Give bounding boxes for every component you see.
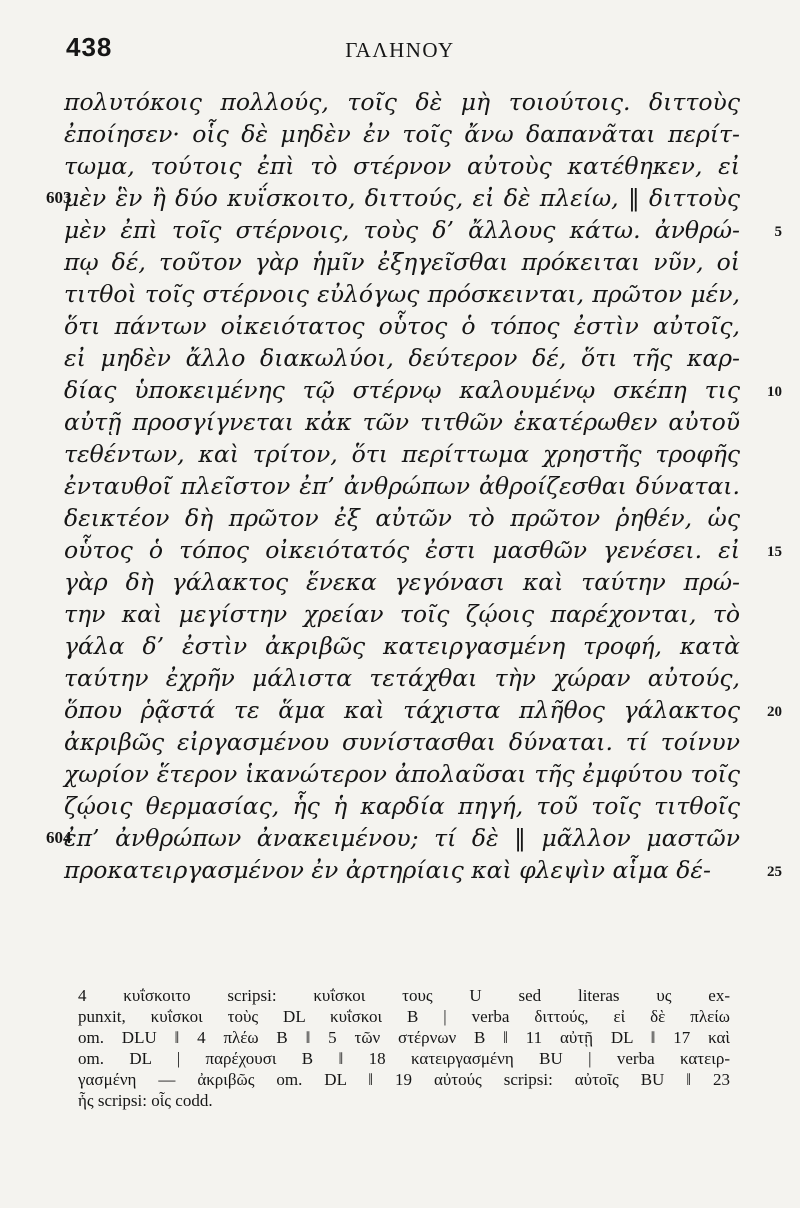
line-number: 25 [767, 864, 782, 880]
line-text: δίας ὑποκειμένης τῷ στέρνῳ καλουμένῳ σκέπη τις [64, 376, 740, 404]
text-line [64, 534, 782, 566]
apparatus-line: om. DLU ‖ 4 πλέω B ‖ 5 τῶν στέρνων B ‖ 11 αὐτῇ DL ‖ 17 καὶ [78, 1028, 730, 1047]
text-line [64, 726, 740, 758]
text-line [64, 246, 740, 278]
line-number: 10 [767, 384, 782, 400]
line-text: γάλα δ’ ἐστὶν ἀκριβῶς κατειργασμένη τροφή, κατὰ [64, 632, 740, 660]
line-text: ζῴοις θερμασίας, ἧς ἡ καρδία πηγή, τοῦ τοῖς τιτθοῖς [64, 792, 740, 820]
text-line [64, 566, 740, 598]
apparatus-line: punxit, κυΐσκοι τοὺς DL κυΐσκοι B | verba διττούς, εἰ δὲ πλείω [78, 1007, 730, 1026]
apparatus-line: γασμένη — ἀκριβῶς om. DL ‖ 19 αὐτούς scripsi: αὐτοῖς BU ‖ 23 [78, 1070, 730, 1089]
text-line [64, 470, 740, 502]
line-text: πολυτόκοις πολλούς, τοῖς δὲ μὴ τοιούτοις. διττοὺς [64, 88, 740, 116]
text-line [64, 374, 782, 406]
line-text: την καὶ μεγίστην χρείαν τοῖς ζῴοις παρέχονται, τὸ [64, 600, 740, 628]
text-line [64, 118, 740, 150]
line-text: αὐτῇ προσγίγνεται κἀκ τῶν τιτθῶν ἑκατέρωθεν αὐτοῦ [64, 408, 740, 436]
text-line [64, 278, 740, 310]
line-text: ἐνταυθοῖ πλεῖστον ἐπ’ ἀνθρώπων ἀθροίζεσθαι δύναται. [64, 472, 740, 500]
line-text: ἀκριβῶς εἰργασμένου συνίστασθαι δύναται. τί τοίνυν [64, 728, 740, 756]
line-text: εἰ μηδὲν ἄλλο διακωλύοι, δεύτερον δέ, ὅτι τῆς καρ- [64, 344, 740, 372]
text-line [64, 662, 740, 694]
line-number: 20 [767, 704, 782, 720]
line-text: γὰρ δὴ γάλακτος ἕνεκα γεγόνασι καὶ ταύτην πρώ- [64, 568, 740, 596]
text-line [64, 790, 740, 822]
line-text: μὲν ἓν ἢ δύο κυΐσκοιτο, διττούς, εἰ δὲ πλείω, ‖ διττοὺς [64, 184, 740, 212]
line-text: οὗτος ὁ τόπος οἰκειότατός ἐστι μασθῶν γενέσει. εἰ [64, 536, 740, 564]
text-line [64, 694, 782, 726]
text-line [64, 598, 740, 630]
text-line [64, 342, 740, 374]
line-text: πῳ δέ, τοῦτον γὰρ ἡμῖν ἐξηγεῖσθαι πρόκειται νῦν, οἱ [64, 248, 740, 276]
text-line [64, 630, 740, 662]
line-text: ταύτην ἐχρῆν μάλιστα τετάχθαι τὴν χώραν αὐτούς, [64, 664, 740, 692]
text-line [64, 854, 782, 886]
edition-page-marker: 603 [46, 188, 72, 207]
main-text [46, 86, 782, 886]
line-text: μὲν ἐπὶ τοῖς στέρνοις, τοὺς δ’ ἄλλους κάτω. ἀνθρώ- [64, 216, 740, 244]
line-text: προκατειργασμένον ἐν ἀρτηρίαις καὶ φλεψὶν αἷμα δέ- [64, 856, 711, 884]
text-line [64, 438, 740, 470]
line-text: τεθέντων, καὶ τρίτον, ὅτι περίττωμα χρηστῆς τροφῆς [64, 440, 740, 468]
line-text: ὅτι πάντων οἰκειότατος οὗτος ὁ τόπος ἐστὶν αὐτοῖς, [64, 312, 740, 340]
text-line [46, 822, 740, 854]
line-text: τωμα, τούτοις ἐπὶ τὸ στέρνον αὐτοὺς κατέθηκεν, εἰ [64, 152, 740, 180]
page-number: 438 [66, 32, 113, 62]
text-line [64, 214, 782, 246]
line-text: τιτθοὶ τοῖς στέρνοις εὐλόγως πρόσκεινται, πρῶτον μέν, [64, 280, 740, 308]
text-line [64, 150, 740, 182]
line-text: ἐπ’ ἀνθρώπων ἀνακειμένου; τί δὲ ‖ μᾶλλον μαστῶν [64, 824, 740, 852]
apparatus-line: ἧς scripsi: οἷς codd. [78, 1091, 213, 1110]
line-text: ἐποίησεν· οἷς δὲ μηδὲν ἐν τοῖς ἄνω δαπανᾶται περίτ- [64, 120, 740, 148]
line-number: 5 [774, 224, 782, 240]
critical-apparatus [78, 985, 730, 1111]
text-line [64, 406, 740, 438]
text-line [46, 182, 740, 214]
line-text: χωρίον ἕτερον ἱκανώτερον ἀπολαῦσαι τῆς ἐμφύτου τοῖς [64, 760, 740, 788]
text-line [64, 758, 740, 790]
text-line [64, 86, 740, 118]
apparatus-line: om. DL | παρέχουσι B ‖ 18 κατειργασμένη BU | verba κατειρ- [78, 1049, 730, 1068]
line-text: δεικτέον δὴ πρῶτον ἐξ αὐτῶν τὸ πρῶτον ῥηθέν, ὡς [64, 504, 740, 532]
line-text: ὅπου ῥᾷστά τε ἅμα καὶ τάχιστα πλῆθος γάλακτος [64, 696, 740, 724]
apparatus-line: 4 κυΐσκοιτο scripsi: κυΐσκοι τους U sed literas υς ex- [78, 986, 730, 1005]
text-line [64, 310, 740, 342]
line-number: 15 [767, 544, 782, 560]
text-line [64, 502, 740, 534]
running-head: ΓΑΛΗΝΟΥ [345, 38, 455, 62]
page-header [0, 32, 800, 72]
edition-page-marker: 604 [46, 828, 72, 847]
